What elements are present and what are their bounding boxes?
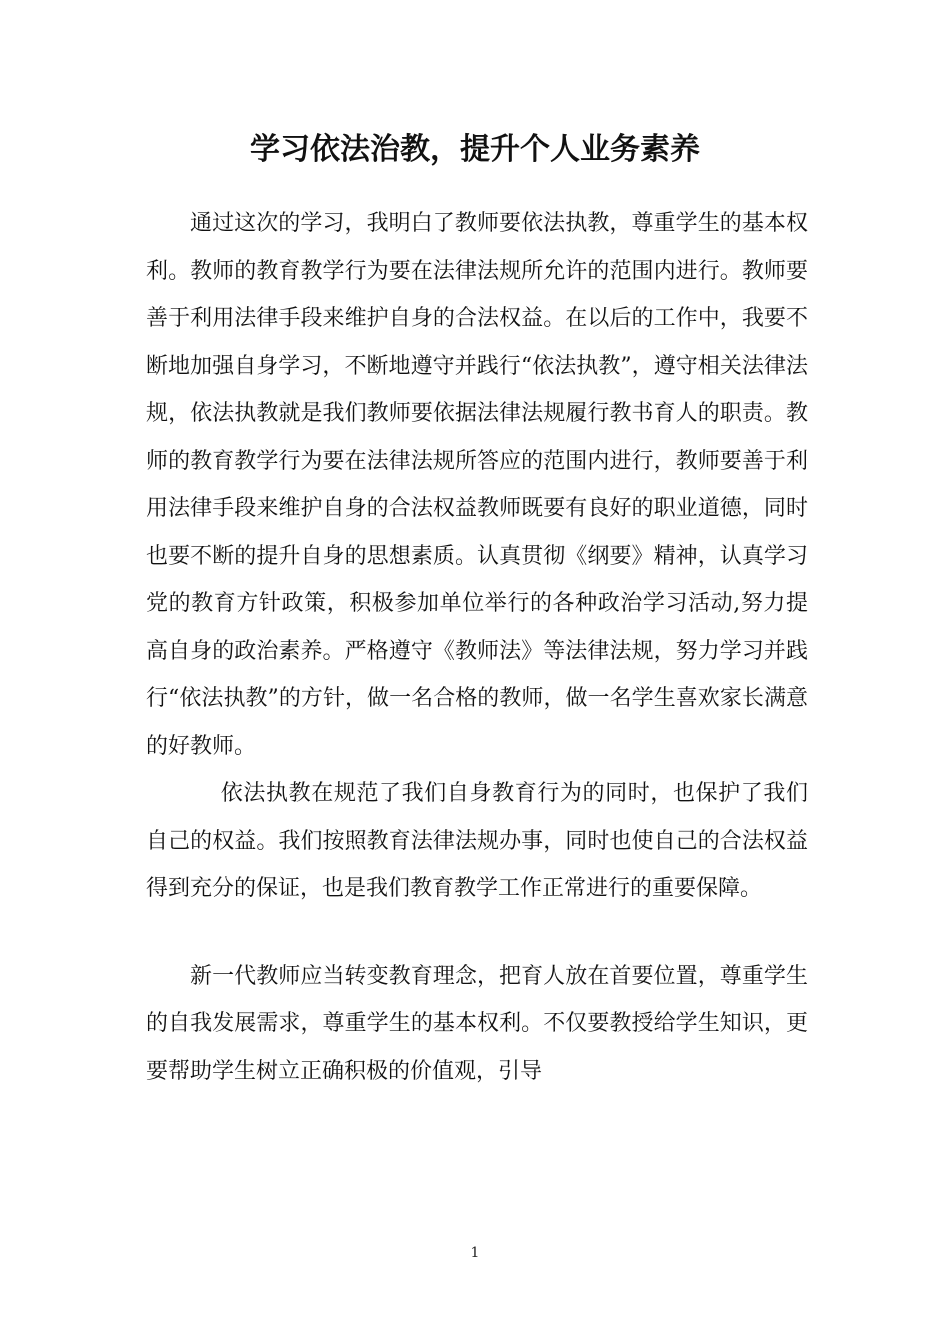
document-body — [146, 200, 808, 1095]
paragraph-3: 新一代教师应当转变教育理念，把育人放在首要位置，尊重学生的自我发展需求，尊重学生的基本权利。不仅要教授给学生知识，更要帮助学生树立正确积极的价值观，引导 — [146, 963, 808, 1084]
document-title: 学习依法治教，提升个人业务素养 — [250, 132, 700, 167]
page-number: 1 — [470, 1245, 480, 1261]
paragraph-2: 依法执教在规范了我们自身教育行为的同时，也保护了我们自己的权益。我们按照教育法律法规办事，同时也使自己的合法权益得到充分的保证，也是我们教育教学工作正常进行的重要保障。 — [146, 781, 808, 901]
paragraph-1: 通过这次的学习，我明白了教师要依法执教，尊重学生的基本权利。教师的教育教学行为要在法律法规所允许的范围内进行。教师要善于利用法律手段来维护自身的合法权益。在以后的工作中，我要不断地加强自身学习，不断地遵守并践行“依法执教”，遵守相关法律法规，依法执教就是我们教师要依据法律法规履行教书育人的职责。教师的教育教学行为要在法律法规所答应的范围内进行，教师要善于利用法律手段来维护自身的合法权益教师既要有良好的职业道德，同时也要不断的提升自身的思想素质。认真贯彻《纲要》精神，认真学习党的教育方针政策，积极参加单位举行的各种政治学习活动,努力提高自身的政治素养。严格遵守《教师法》等法律法规，努力学习并践行“依法执教”的方针，做一名合格的教师，做一名学生喜欢家长满意的好教师。 — [146, 211, 808, 759]
